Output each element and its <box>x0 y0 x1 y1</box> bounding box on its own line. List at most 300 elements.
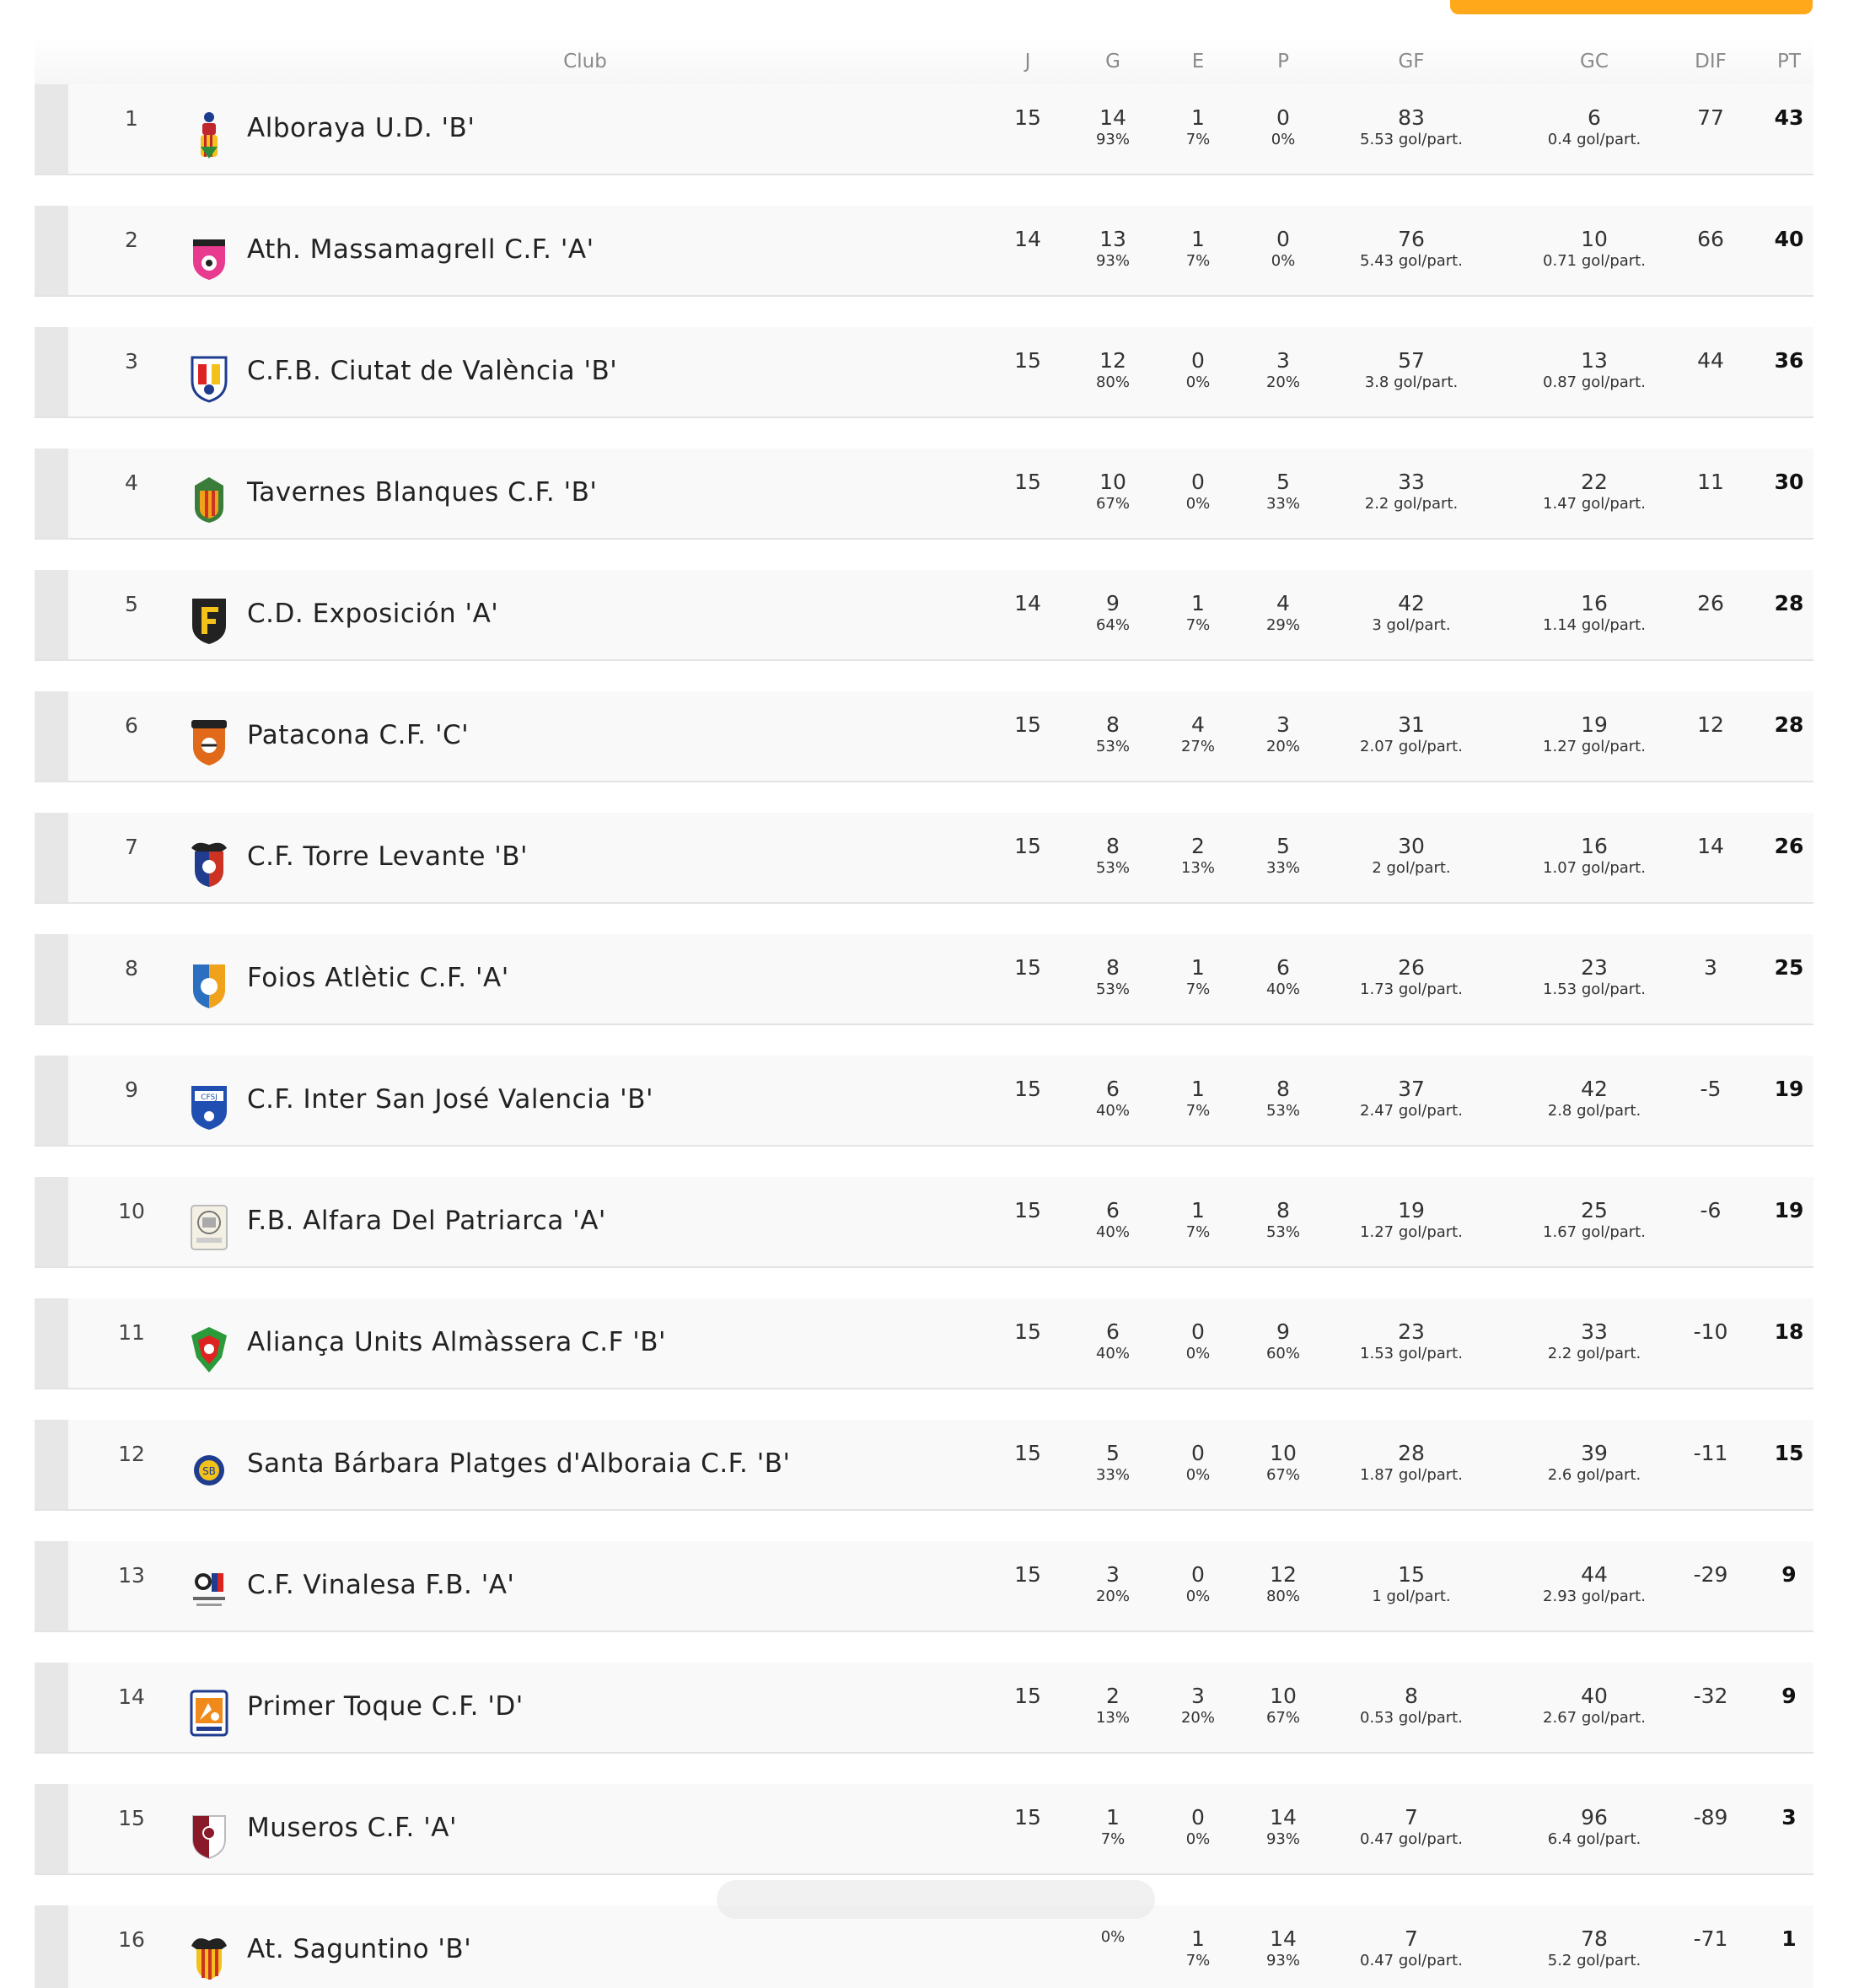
table-row[interactable] <box>35 1541 1813 1632</box>
goals-against-value: 13 <box>1581 348 1608 373</box>
goals-for-cell <box>1310 1684 1512 1728</box>
goals-for-cell <box>1310 1806 1512 1850</box>
goals-for-cell <box>1310 1442 1512 1486</box>
table-row[interactable] <box>35 691 1813 782</box>
played-value: 15 <box>1014 1562 1041 1587</box>
ciutat-valencia-crest-icon <box>185 352 234 403</box>
played-cell <box>981 106 1074 130</box>
goals-against-value: 39 <box>1581 1441 1608 1465</box>
goals-for-average: 5.43 gol/part. <box>1360 252 1463 270</box>
won-cell <box>1067 106 1159 150</box>
position: 8 <box>125 956 138 981</box>
points-value: 43 <box>1774 105 1804 130</box>
goals-against-average: 1.53 gol/part. <box>1543 981 1646 998</box>
exposicion-crest-icon <box>185 595 234 646</box>
goals-against-value: 33 <box>1581 1319 1608 1344</box>
row-stripe <box>35 1663 68 1752</box>
won-cell <box>1067 228 1159 271</box>
goals-against-value: 44 <box>1581 1562 1608 1587</box>
points-value: 1 <box>1781 1926 1797 1951</box>
drawn-percent: 13% <box>1180 859 1215 877</box>
goals-for-cell <box>1310 1563 1512 1607</box>
goals-for-cell <box>1310 228 1512 271</box>
club-name[interactable]: Foios Atlètic C.F. 'A' <box>247 963 509 993</box>
won-percent: 40% <box>1095 1345 1130 1362</box>
goals-for-average: 1.87 gol/part. <box>1360 1466 1463 1484</box>
lost-percent: 33% <box>1265 859 1300 877</box>
drawn-cell <box>1152 835 1244 878</box>
goals-against-value: 16 <box>1581 834 1608 858</box>
drawn-percent: 7% <box>1185 252 1211 270</box>
table-row[interactable] <box>35 206 1813 297</box>
position: 9 <box>125 1077 138 1102</box>
goals-for-value: 19 <box>1398 1198 1425 1222</box>
club-name[interactable]: C.F.B. Ciutat de València 'B' <box>247 356 618 386</box>
played-value: 15 <box>1014 834 1041 858</box>
lost-value: 14 <box>1270 1926 1297 1951</box>
club-name[interactable]: At. Saguntino 'B' <box>247 1934 472 1964</box>
position: 4 <box>125 470 138 495</box>
goals-for-average: 1 gol/part. <box>1372 1588 1451 1605</box>
won-percent: 13% <box>1095 1709 1130 1727</box>
played-value: 15 <box>1014 1319 1041 1344</box>
drawn-percent: 0% <box>1185 1830 1211 1848</box>
row-stripe <box>35 1541 68 1631</box>
club-name[interactable]: Alboraya U.D. 'B' <box>247 113 475 143</box>
goal-difference-value: -32 <box>1693 1684 1728 1708</box>
won-percent: 40% <box>1095 1102 1130 1120</box>
position: 16 <box>118 1927 145 1952</box>
row-stripe <box>35 1420 68 1509</box>
position: 15 <box>118 1806 145 1830</box>
row-stripe <box>35 327 68 416</box>
lost-value: 0 <box>1276 105 1290 130</box>
drawn-percent: 7% <box>1185 1102 1211 1120</box>
club-name[interactable]: C.F. Torre Levante 'B' <box>247 841 529 872</box>
points-value: 15 <box>1774 1441 1804 1465</box>
drawn-cell <box>1152 1806 1244 1850</box>
drawn-cell <box>1152 713 1244 757</box>
header-gc[interactable]: GC <box>1580 51 1609 73</box>
goals-against-average: 0.4 gol/part. <box>1547 131 1641 148</box>
goals-for-value: 57 <box>1398 348 1425 373</box>
played-cell <box>981 956 1074 980</box>
header-p[interactable]: P <box>1277 51 1289 73</box>
goals-for-average: 0.53 gol/part. <box>1360 1709 1463 1727</box>
santa-barbara-crest-icon <box>185 1445 234 1496</box>
header-gf[interactable]: GF <box>1398 51 1425 73</box>
table-row[interactable] <box>35 1298 1813 1389</box>
won-value: 12 <box>1099 348 1126 373</box>
drawn-value: 1 <box>1191 1926 1205 1951</box>
won-cell <box>1067 1442 1159 1486</box>
table-row[interactable] <box>35 327 1813 418</box>
header-e[interactable]: E <box>1191 51 1205 73</box>
goals-against-average: 2.67 gol/part. <box>1543 1709 1646 1727</box>
drawn-percent: 0% <box>1185 1588 1211 1605</box>
header-dif[interactable]: DIF <box>1695 51 1727 73</box>
club-name[interactable]: Aliança Units Almàssera C.F 'B' <box>247 1327 667 1357</box>
won-value: 6 <box>1106 1198 1120 1222</box>
drawn-percent: 0% <box>1185 495 1211 513</box>
position: 3 <box>125 349 138 373</box>
points-value: 19 <box>1774 1198 1804 1222</box>
club-name[interactable]: Primer Toque C.F. 'D' <box>247 1691 524 1722</box>
won-percent: 53% <box>1095 981 1130 998</box>
goals-for-value: 37 <box>1398 1077 1425 1101</box>
goals-against-value: 78 <box>1581 1926 1608 1951</box>
alfara-crest-icon <box>185 1202 234 1253</box>
won-value: 8 <box>1106 834 1120 858</box>
won-percent: 53% <box>1095 859 1130 877</box>
tavernes-blanques-crest-icon <box>185 474 234 524</box>
won-value: 6 <box>1106 1319 1120 1344</box>
top-action-button[interactable] <box>1450 0 1813 14</box>
won-cell <box>1067 835 1159 878</box>
drawn-value: 1 <box>1191 1077 1205 1101</box>
points-cell <box>1743 1199 1835 1222</box>
table-row[interactable] <box>35 1420 1813 1511</box>
goals-against-average: 2.93 gol/part. <box>1543 1588 1646 1605</box>
drawn-value: 2 <box>1191 834 1205 858</box>
drawn-value: 3 <box>1191 1684 1205 1708</box>
won-percent: 40% <box>1095 1223 1130 1241</box>
played-cell <box>981 1806 1074 1829</box>
row-stripe <box>35 570 68 659</box>
won-percent: 93% <box>1095 131 1130 148</box>
goal-difference-value: -11 <box>1693 1441 1728 1465</box>
drawn-percent: 7% <box>1185 131 1211 148</box>
goals-for-value: 15 <box>1398 1562 1425 1587</box>
goals-for-value: 23 <box>1398 1319 1425 1344</box>
goals-against-average: 1.47 gol/part. <box>1543 495 1646 513</box>
points-cell <box>1743 470 1835 494</box>
table-row[interactable] <box>35 1177 1813 1268</box>
massamagrell-crest-icon <box>185 231 234 282</box>
position: 2 <box>125 228 138 252</box>
points-value: 9 <box>1781 1562 1797 1587</box>
svg-text:CFSJ: CFSJ <box>201 1093 218 1102</box>
won-value: 8 <box>1106 955 1120 980</box>
drawn-value: 1 <box>1191 591 1205 615</box>
table-row[interactable] <box>35 84 1813 175</box>
goals-for-value: 26 <box>1398 955 1425 980</box>
goals-for-value: 31 <box>1398 712 1425 737</box>
goals-against-average: 1.67 gol/part. <box>1543 1223 1646 1241</box>
patacona-crest-icon <box>185 717 234 767</box>
won-percent: 7% <box>1100 1830 1126 1848</box>
goals-for-value: 42 <box>1398 591 1425 615</box>
won-cell <box>1067 1077 1159 1121</box>
goals-against-value: 40 <box>1581 1684 1608 1708</box>
goals-for-average: 0.47 gol/part. <box>1360 1952 1463 1969</box>
goals-for-average: 5.53 gol/part. <box>1360 131 1463 148</box>
table-row[interactable] <box>35 934 1813 1025</box>
position: 7 <box>125 835 138 859</box>
goals-for-average: 2 gol/part. <box>1372 859 1451 877</box>
table-row[interactable] <box>35 1784 1813 1875</box>
won-cell <box>1067 470 1159 514</box>
goals-against-average: 1.27 gol/part. <box>1543 738 1646 755</box>
almassera-crest-icon <box>185 1324 234 1374</box>
played-value: 15 <box>1014 105 1041 130</box>
won-percent: 33% <box>1095 1466 1130 1484</box>
points-cell <box>1743 1320 1835 1344</box>
drawn-percent: 0% <box>1185 1345 1211 1362</box>
goals-for-cell <box>1310 1320 1512 1364</box>
lost-value: 10 <box>1270 1684 1297 1708</box>
club-name[interactable]: Santa Bárbara Platges d'Alboraia C.F. 'B' <box>247 1448 791 1479</box>
goals-for-value: 83 <box>1398 105 1425 130</box>
goals-for-value: 28 <box>1398 1441 1425 1465</box>
drawn-value: 1 <box>1191 1198 1205 1222</box>
goals-for-value: 30 <box>1398 834 1425 858</box>
table-row[interactable] <box>35 1056 1813 1147</box>
goals-against-average: 1.07 gol/part. <box>1543 859 1646 877</box>
goals-for-cell <box>1310 956 1512 1000</box>
won-value: 3 <box>1106 1562 1120 1587</box>
goals-against-average: 2.2 gol/part. <box>1547 1345 1641 1362</box>
points-cell <box>1743 106 1835 130</box>
goals-for-cell <box>1310 349 1512 393</box>
lost-percent: 33% <box>1265 495 1300 513</box>
header-j[interactable]: J <box>1024 51 1031 73</box>
won-value: 14 <box>1099 105 1126 130</box>
header-g[interactable]: G <box>1105 51 1120 73</box>
lost-percent: 93% <box>1265 1952 1300 1969</box>
played-value: 14 <box>1014 591 1041 615</box>
drawn-cell <box>1152 1927 1244 1971</box>
goals-against-value: 25 <box>1581 1198 1608 1222</box>
goals-against-average: 5.2 gol/part. <box>1547 1952 1641 1969</box>
points-value: 19 <box>1774 1077 1804 1101</box>
position: 6 <box>125 713 138 738</box>
goals-against-value: 19 <box>1581 712 1608 737</box>
goal-difference-value: -29 <box>1693 1562 1728 1587</box>
club-name[interactable]: Museros C.F. 'A' <box>247 1813 457 1843</box>
table-row[interactable] <box>35 570 1813 661</box>
goals-for-value: 76 <box>1398 227 1425 251</box>
won-percent: 53% <box>1095 738 1130 755</box>
goal-difference-value: 11 <box>1697 470 1724 494</box>
table-row[interactable] <box>35 1663 1813 1754</box>
points-cell <box>1743 349 1835 373</box>
goals-for-average: 2.47 gol/part. <box>1360 1102 1463 1120</box>
goal-difference-value: 66 <box>1697 227 1724 251</box>
goal-difference-value: -10 <box>1693 1319 1728 1344</box>
won-cell <box>1067 1684 1159 1728</box>
points-cell <box>1743 1927 1835 1951</box>
points-cell <box>1743 592 1835 615</box>
played-cell <box>981 592 1074 615</box>
drawn-percent: 0% <box>1185 1466 1211 1484</box>
goal-difference-value: 3 <box>1704 955 1717 980</box>
club-name[interactable]: C.F. Inter San José Valencia 'B' <box>247 1084 653 1115</box>
goal-difference-value: 12 <box>1697 712 1724 737</box>
drawn-percent: 7% <box>1185 616 1211 634</box>
position: 5 <box>125 592 138 616</box>
goals-for-average: 3.8 gol/part. <box>1364 373 1459 391</box>
goals-against-average: 0.71 gol/part. <box>1543 252 1646 270</box>
club-name[interactable]: Tavernes Blanques C.F. 'B' <box>247 477 598 508</box>
drawn-cell <box>1152 349 1244 393</box>
drawn-value: 4 <box>1191 712 1205 737</box>
goals-against-average: 2.8 gol/part. <box>1547 1102 1641 1120</box>
lost-value: 12 <box>1270 1562 1297 1587</box>
played-value: 14 <box>1014 227 1041 251</box>
drawn-cell <box>1152 228 1244 271</box>
played-value: 15 <box>1014 1198 1041 1222</box>
goals-for-cell <box>1310 592 1512 636</box>
points-value: 28 <box>1774 712 1804 737</box>
lost-percent: 67% <box>1265 1709 1300 1727</box>
won-percent: 20% <box>1095 1588 1130 1605</box>
drawn-cell <box>1152 592 1244 636</box>
won-percent: 67% <box>1095 495 1130 513</box>
drawn-cell <box>1152 1077 1244 1121</box>
points-cell <box>1743 713 1835 737</box>
played-cell <box>981 349 1074 373</box>
table-row[interactable] <box>35 449 1813 540</box>
played-value: 15 <box>1014 712 1041 737</box>
table-header <box>35 39 1813 84</box>
lost-percent: 53% <box>1265 1102 1300 1120</box>
row-stripe <box>35 1298 68 1388</box>
drawn-percent: 7% <box>1185 1223 1211 1241</box>
won-value: 13 <box>1099 227 1126 251</box>
played-cell <box>981 1077 1074 1101</box>
goals-against-average: 1.14 gol/part. <box>1543 616 1646 634</box>
goals-for-average: 1.27 gol/part. <box>1360 1223 1463 1241</box>
drawn-value: 0 <box>1191 1441 1205 1465</box>
drawn-cell <box>1152 106 1244 150</box>
drawn-percent: 20% <box>1180 1709 1215 1727</box>
header-pt[interactable]: PT <box>1777 51 1801 73</box>
won-value: 10 <box>1099 470 1126 494</box>
goals-for-cell <box>1310 835 1512 878</box>
lost-percent: 67% <box>1265 1466 1300 1484</box>
won-cell <box>1067 956 1159 1000</box>
lost-value: 8 <box>1276 1198 1290 1222</box>
drawn-percent: 7% <box>1185 981 1211 998</box>
goals-against-value: 16 <box>1581 591 1608 615</box>
won-value: 5 <box>1106 1441 1120 1465</box>
lost-value: 14 <box>1270 1805 1297 1829</box>
goals-for-average: 2.07 gol/part. <box>1360 738 1463 755</box>
torre-levante-crest-icon <box>185 838 234 889</box>
goals-for-value: 33 <box>1398 470 1425 494</box>
goals-for-average: 2.2 gol/part. <box>1364 495 1459 513</box>
position: 12 <box>118 1442 145 1466</box>
foios-crest-icon <box>185 959 234 1010</box>
goals-for-average: 3 gol/part. <box>1372 616 1451 634</box>
standings-table <box>35 39 1813 1988</box>
goals-for-cell <box>1310 470 1512 514</box>
drawn-percent: 27% <box>1180 738 1215 755</box>
row-stripe <box>35 1056 68 1145</box>
lost-value: 10 <box>1270 1441 1297 1465</box>
won-value: 1 <box>1106 1805 1120 1829</box>
points-value: 9 <box>1781 1684 1797 1708</box>
drawn-value: 1 <box>1191 227 1205 251</box>
played-cell <box>981 835 1074 858</box>
lost-value: 3 <box>1276 712 1290 737</box>
goal-difference-value: 44 <box>1697 348 1724 373</box>
points-cell <box>1743 1806 1835 1829</box>
lost-value: 5 <box>1276 834 1290 858</box>
row-stripe <box>35 813 68 902</box>
goals-against-value: 23 <box>1581 955 1608 980</box>
goals-for-cell <box>1310 1927 1512 1971</box>
played-value: 15 <box>1014 1077 1041 1101</box>
club-name[interactable]: Ath. Massamagrell C.F. 'A' <box>247 234 594 265</box>
won-cell <box>1067 592 1159 636</box>
drawn-value: 0 <box>1191 1562 1205 1587</box>
won-value: 8 <box>1106 712 1120 737</box>
svg-text:SB: SB <box>202 1465 216 1477</box>
position: 14 <box>118 1684 145 1709</box>
points-value: 40 <box>1774 227 1804 251</box>
points-value: 28 <box>1774 591 1804 615</box>
alboraya-crest-icon <box>185 110 234 160</box>
vinalesa-crest-icon <box>185 1566 234 1617</box>
goals-for-average: 0.47 gol/part. <box>1360 1830 1463 1848</box>
goals-against-value: 10 <box>1581 227 1608 251</box>
played-value: 15 <box>1014 1441 1041 1465</box>
won-percent: 80% <box>1095 373 1130 391</box>
played-cell <box>981 713 1074 737</box>
won-percent: 93% <box>1095 252 1130 270</box>
lost-percent: 29% <box>1265 616 1300 634</box>
played-cell <box>981 1320 1074 1344</box>
goal-difference-value: -6 <box>1700 1198 1722 1222</box>
won-cell <box>1067 1806 1159 1850</box>
club-name[interactable]: C.D. Exposición 'A' <box>247 599 499 629</box>
header-club[interactable]: Club <box>563 51 607 73</box>
row-stripe <box>35 1177 68 1266</box>
won-cell <box>1067 349 1159 393</box>
lost-percent: 20% <box>1265 373 1300 391</box>
points-value: 30 <box>1774 470 1804 494</box>
goals-for-value: 8 <box>1405 1684 1418 1708</box>
goal-difference-value: 14 <box>1697 834 1724 858</box>
won-value: 9 <box>1106 591 1120 615</box>
points-cell <box>1743 228 1835 251</box>
goals-for-cell <box>1310 1199 1512 1243</box>
lost-percent: 20% <box>1265 738 1300 755</box>
won-value: 6 <box>1106 1077 1120 1101</box>
saguntino-crest-icon <box>185 1931 234 1981</box>
points-value: 36 <box>1774 348 1804 373</box>
won-cell <box>1067 1320 1159 1364</box>
drawn-cell <box>1152 1563 1244 1607</box>
lost-value: 6 <box>1276 955 1290 980</box>
played-cell <box>981 228 1074 251</box>
lost-value: 8 <box>1276 1077 1290 1101</box>
lost-percent: 53% <box>1265 1223 1300 1241</box>
lost-value: 9 <box>1276 1319 1290 1344</box>
goals-for-cell <box>1310 1077 1512 1121</box>
drawn-value: 1 <box>1191 105 1205 130</box>
club-name[interactable]: C.F. Vinalesa F.B. 'A' <box>247 1570 515 1600</box>
points-cell <box>1743 1442 1835 1465</box>
row-stripe <box>35 449 68 538</box>
drawn-value: 0 <box>1191 1319 1205 1344</box>
row-stripe <box>35 1905 68 1988</box>
club-name[interactable]: Patacona C.F. 'C' <box>247 720 470 750</box>
club-name[interactable]: F.B. Alfara Del Patriarca 'A' <box>247 1206 606 1236</box>
table-row[interactable] <box>35 813 1813 904</box>
